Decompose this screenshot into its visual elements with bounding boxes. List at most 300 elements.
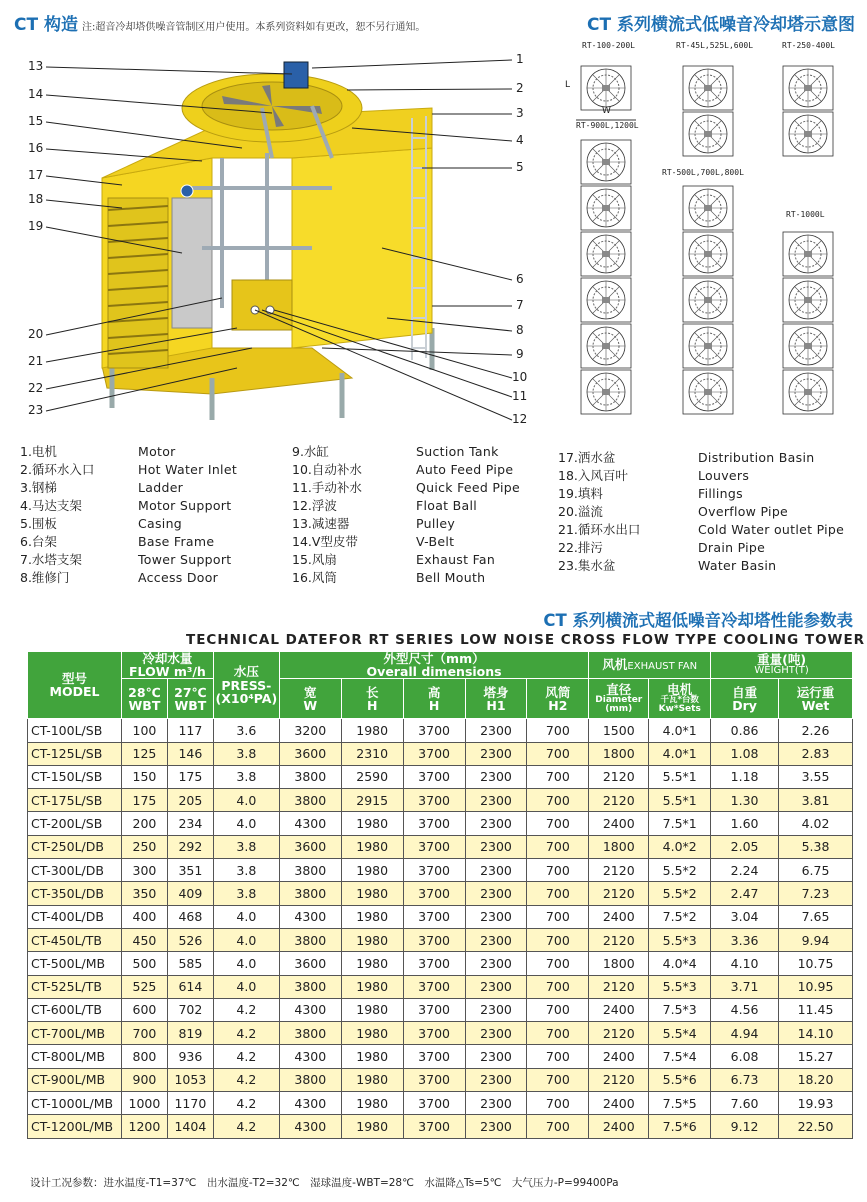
th-wet: 运行重 Wet: [779, 679, 853, 719]
table-cell: 1980: [341, 905, 403, 928]
design-conditions-footnote: 设计工况参数：进水温度-T1=37℃ 出水温度-T2=32℃ 湿球温度-WBT=28℃ 水温降△Ts=5℃ 大气压力-P=99400Pa: [30, 1177, 619, 1189]
table-cell: 3.04: [711, 905, 779, 928]
table-cell: 2310: [341, 742, 403, 765]
table-cell: 2120: [589, 882, 649, 905]
table-cell: 1000: [121, 1092, 167, 1115]
table-cell: 4.0: [213, 975, 279, 998]
table-cell: 2120: [589, 1068, 649, 1091]
table-cell: 4.94: [711, 1022, 779, 1045]
table-cell: 2300: [465, 859, 527, 882]
table-cell: 1800: [589, 952, 649, 975]
table-cell: 250: [121, 835, 167, 858]
table-cell: 3700: [403, 975, 465, 998]
table-cell: 4.2: [213, 1022, 279, 1045]
schem-dim-w: W: [602, 106, 611, 116]
table-cell: 5.5*3: [649, 975, 711, 998]
table-cell: 2400: [589, 1115, 649, 1138]
table-cell: 526: [167, 928, 213, 951]
table-cell: 702: [167, 998, 213, 1021]
table-cell: 7.60: [711, 1092, 779, 1115]
fillings-shape: [172, 198, 212, 328]
table-cell: 5.5*1: [649, 765, 711, 788]
table-cell: 2.83: [779, 742, 853, 765]
table-cell: 3700: [403, 1115, 465, 1138]
table-cell: 2120: [589, 1022, 649, 1045]
table-cell: 1980: [341, 1045, 403, 1068]
table-cell: 7.5*4: [649, 1045, 711, 1068]
callout-14: 14: [28, 87, 44, 101]
table-row: [28, 789, 853, 812]
table-cell: 3800: [279, 1022, 341, 1045]
table-cell: 3800: [279, 1068, 341, 1091]
table-row: [28, 952, 853, 975]
model-cell: CT-150L/SB: [28, 765, 122, 788]
table-cell: 4.0: [213, 812, 279, 835]
table-cell: 3600: [279, 952, 341, 975]
table-cell: 3700: [403, 719, 465, 742]
table-cell: 351: [167, 859, 213, 882]
th-dry: 自重 Dry: [711, 679, 779, 719]
table-cell: 4.0*2: [649, 835, 711, 858]
callout-19: 19: [28, 219, 44, 233]
schem-label-mid-mid: RT-500L,700L,800L: [662, 168, 744, 177]
table-cell: 7.5*1: [649, 812, 711, 835]
legend-item: 12.浮波 Float Ball: [292, 498, 478, 513]
table-cell: 600: [121, 998, 167, 1021]
table-cell: 500: [121, 952, 167, 975]
performance-title-en: TECHNICAL DATEFOR RT SERIES LOW NOISE CROSS FLOW TYPE COOLING TOWER: [186, 632, 866, 648]
table-cell: 800: [121, 1045, 167, 1068]
table-cell: 4300: [279, 1115, 341, 1138]
legend-item: 21.循环水出口 Cold Water outlet Pipe: [558, 522, 845, 537]
table-cell: 3700: [403, 952, 465, 975]
table-cell: 2590: [341, 765, 403, 788]
table-cell: 2.24: [711, 859, 779, 882]
table-cell: 2400: [589, 905, 649, 928]
table-cell: 3700: [403, 928, 465, 951]
table-cell: 4.10: [711, 952, 779, 975]
table-cell: 4.2: [213, 1115, 279, 1138]
legend-item: 11.手动补水 Quick Feed Pipe: [292, 480, 520, 495]
table-cell: 1980: [341, 719, 403, 742]
table-cell: 700: [527, 1045, 589, 1068]
table-row: [28, 1022, 853, 1045]
legend-item: 19.填料 Fillings: [558, 486, 743, 501]
callout-5: 5: [516, 160, 524, 174]
table-cell: 117: [167, 719, 213, 742]
table-cell: 700: [527, 998, 589, 1021]
table-row: [28, 835, 853, 858]
table-cell: 700: [527, 789, 589, 812]
legend-item: 10.自动补水 Auto Feed Pipe: [292, 462, 514, 477]
table-cell: 819: [167, 1022, 213, 1045]
table-cell: 4.0*4: [649, 952, 711, 975]
table-cell: 10.95: [779, 975, 853, 998]
callout-8: 8: [516, 323, 524, 337]
table-cell: 4.0*1: [649, 719, 711, 742]
model-cell: CT-200L/SB: [28, 812, 122, 835]
table-cell: 525: [121, 975, 167, 998]
table-row: [28, 882, 853, 905]
schematic-col-1: [576, 66, 636, 414]
callout-1: 1: [516, 52, 524, 66]
table-cell: 409: [167, 882, 213, 905]
table-cell: 11.45: [779, 998, 853, 1021]
table-cell: 5.5*3: [649, 928, 711, 951]
table-cell: 2400: [589, 1092, 649, 1115]
table-cell: 2300: [465, 1115, 527, 1138]
callout-2: 2: [516, 81, 524, 95]
model-cell: CT-500L/MB: [28, 952, 122, 975]
table-cell: 22.50: [779, 1115, 853, 1138]
table-cell: 700: [527, 882, 589, 905]
table-cell: 175: [167, 765, 213, 788]
table-cell: 18.20: [779, 1068, 853, 1091]
table-cell: 700: [527, 905, 589, 928]
table-cell: 3700: [403, 859, 465, 882]
callout-22: 22: [28, 381, 44, 395]
table-cell: 3700: [403, 789, 465, 812]
performance-title-cn: CT 系列横流式超低噪音冷却塔性能参数表: [543, 611, 853, 630]
table-cell: 125: [121, 742, 167, 765]
table-cell: 450: [121, 928, 167, 951]
table-cell: 6.08: [711, 1045, 779, 1068]
table-cell: 1.60: [711, 812, 779, 835]
legend-item: 17.洒水盆 Distribution Basin: [558, 450, 815, 465]
legend-item: 16.风筒 Bell Mouth: [292, 570, 486, 585]
legend-item: 3.钢梯 Ladder: [20, 480, 184, 495]
table-row: [28, 812, 853, 835]
th-h2: 风筒 H2: [527, 679, 589, 719]
table-cell: 3800: [279, 789, 341, 812]
table-cell: 2.47: [711, 882, 779, 905]
table-cell: 3700: [403, 905, 465, 928]
table-cell: 1980: [341, 835, 403, 858]
table-cell: 3700: [403, 742, 465, 765]
table-cell: 5.5*2: [649, 859, 711, 882]
table-cell: 3200: [279, 719, 341, 742]
th-model: 型号 MODEL: [28, 652, 122, 719]
legend-item: 22.排污 Drain Pipe: [558, 540, 766, 555]
model-cell: CT-250L/DB: [28, 835, 122, 858]
table-cell: 700: [527, 1068, 589, 1091]
table-cell: 3.8: [213, 765, 279, 788]
table-cell: 9.12: [711, 1115, 779, 1138]
table-cell: 1.30: [711, 789, 779, 812]
table-cell: 2300: [465, 1068, 527, 1091]
table-cell: 900: [121, 1068, 167, 1091]
table-cell: 7.23: [779, 882, 853, 905]
table-cell: 4300: [279, 1092, 341, 1115]
layout-schematic: [558, 40, 858, 430]
callout-11: 11: [512, 389, 528, 403]
table-cell: 5.5*1: [649, 789, 711, 812]
table-cell: 4300: [279, 812, 341, 835]
table-cell: 614: [167, 975, 213, 998]
model-cell: CT-600L/TB: [28, 998, 122, 1021]
th-wbt27: 27℃ WBT: [167, 679, 213, 719]
table-cell: 6.75: [779, 859, 853, 882]
callout-18: 18: [28, 192, 44, 206]
table-cell: 3700: [403, 1068, 465, 1091]
model-cell: CT-175L/SB: [28, 789, 122, 812]
table-cell: 292: [167, 835, 213, 858]
table-cell: 400: [121, 905, 167, 928]
table-cell: 2.26: [779, 719, 853, 742]
table-cell: 2400: [589, 812, 649, 835]
table-cell: 300: [121, 859, 167, 882]
table-cell: 3700: [403, 812, 465, 835]
table-cell: 5.5*6: [649, 1068, 711, 1091]
table-row: [28, 975, 853, 998]
callout-10: 10: [512, 370, 528, 384]
table-cell: 700: [527, 1022, 589, 1045]
legend-item: 4.马达支架 Motor Support: [20, 498, 232, 513]
table-cell: 2120: [589, 765, 649, 788]
table-cell: 3700: [403, 835, 465, 858]
table-cell: 3700: [403, 1022, 465, 1045]
table-cell: 1500: [589, 719, 649, 742]
table-cell: 2120: [589, 859, 649, 882]
callout-21: 21: [28, 354, 44, 368]
model-cell: CT-1200L/MB: [28, 1115, 122, 1138]
schem-label-top-left: RT-100-200L: [582, 41, 635, 50]
table-cell: 7.5*5: [649, 1092, 711, 1115]
schematic-col-2: [683, 66, 733, 414]
schem-label-top-mid: RT-45L,525L,600L: [676, 41, 754, 50]
table-cell: 700: [527, 952, 589, 975]
table-cell: 4.0: [213, 952, 279, 975]
table-cell: 7.65: [779, 905, 853, 928]
table-cell: 3.8: [213, 835, 279, 858]
table-cell: 7.5*6: [649, 1115, 711, 1138]
model-cell: CT-125L/SB: [28, 742, 122, 765]
table-cell: 3800: [279, 882, 341, 905]
table-row: [28, 1115, 853, 1138]
callout-4: 4: [516, 133, 524, 147]
table-cell: 0.86: [711, 719, 779, 742]
table-cell: 3800: [279, 975, 341, 998]
table-row: [28, 1092, 853, 1115]
table-cell: 3700: [403, 1045, 465, 1068]
table-cell: 2300: [465, 1092, 527, 1115]
table-cell: 5.5*4: [649, 1022, 711, 1045]
table-row: [28, 859, 853, 882]
table-cell: 100: [121, 719, 167, 742]
legend-item: 7.水塔支架 Tower Support: [20, 552, 232, 567]
legend-right: [558, 449, 844, 575]
table-cell: 3600: [279, 835, 341, 858]
table-cell: 1800: [589, 835, 649, 858]
table-cell: 700: [527, 765, 589, 788]
th-h1: 塔身 H1: [465, 679, 527, 719]
table-cell: 1980: [341, 1092, 403, 1115]
legend-item: 2.循环水入口 Hot Water Inlet: [20, 462, 238, 477]
table-cell: 4.2: [213, 1045, 279, 1068]
table-cell: 3.71: [711, 975, 779, 998]
table-cell: 3700: [403, 765, 465, 788]
table-row: [28, 928, 853, 951]
table-row: [28, 1045, 853, 1068]
table-cell: 3700: [403, 1092, 465, 1115]
model-cell: CT-900L/MB: [28, 1068, 122, 1091]
legend-left: [20, 443, 237, 587]
table-cell: 2400: [589, 1045, 649, 1068]
table-cell: 4.0*1: [649, 742, 711, 765]
model-cell: CT-400L/DB: [28, 905, 122, 928]
table-cell: 200: [121, 812, 167, 835]
hot-water-inlet-shape: [181, 185, 193, 197]
legend-item: 15.风扇 Exhaust Fan: [292, 552, 496, 567]
structure-title: CT 构造 注:超音冷却塔供噪音管制区用户使用。本系列资料如有更改，恕不另行通知。: [14, 15, 426, 35]
legend-item: 8.维修门 Access Door: [20, 570, 219, 585]
table-cell: 1980: [341, 998, 403, 1021]
louvers-shape: [108, 198, 168, 368]
table-cell: 1.18: [711, 765, 779, 788]
table-cell: 585: [167, 952, 213, 975]
callout-13: 13: [28, 59, 44, 73]
model-cell: CT-700L/MB: [28, 1022, 122, 1045]
performance-table: [27, 651, 853, 1139]
table-cell: 5.38: [779, 835, 853, 858]
table-cell: 1980: [341, 975, 403, 998]
model-cell: CT-1000L/MB: [28, 1092, 122, 1115]
table-cell: 3700: [403, 882, 465, 905]
table-cell: 4300: [279, 1045, 341, 1068]
table-cell: 468: [167, 905, 213, 928]
th-wbt28: 28℃ WBT: [121, 679, 167, 719]
table-cell: 3800: [279, 859, 341, 882]
legend-item: 1.电机 Motor: [20, 444, 176, 459]
th-weight: 重量(吨) WEIGHT(T): [711, 652, 853, 679]
table-cell: 4.2: [213, 998, 279, 1021]
table-cell: 2300: [465, 742, 527, 765]
table-cell: 2300: [465, 789, 527, 812]
legend-item: 9.水缸 Suction Tank: [292, 444, 499, 459]
callout-6: 6: [516, 272, 524, 286]
callout-12: 12: [512, 412, 528, 426]
model-cell: CT-800L/MB: [28, 1045, 122, 1068]
callout-20: 20: [28, 327, 44, 341]
table-cell: 4300: [279, 905, 341, 928]
legend-item: 20.溢流 Overflow Pipe: [558, 504, 789, 519]
table-cell: 4.0: [213, 905, 279, 928]
table-cell: 1.08: [711, 742, 779, 765]
table-cell: 7.5*3: [649, 998, 711, 1021]
table-cell: 1980: [341, 1022, 403, 1045]
table-cell: 1800: [589, 742, 649, 765]
schem-label-top-right: RT-250-400L: [782, 41, 835, 50]
table-cell: 700: [527, 1115, 589, 1138]
callout-9: 9: [516, 347, 524, 361]
table-cell: 4.0: [213, 789, 279, 812]
table-cell: 2300: [465, 1045, 527, 1068]
table-row: [28, 905, 853, 928]
callout-16: 16: [28, 141, 44, 155]
table-cell: 936: [167, 1045, 213, 1068]
th-h: 高 H: [403, 679, 465, 719]
table-cell: 700: [527, 742, 589, 765]
table-cell: 4.2: [213, 1068, 279, 1091]
table-cell: 2300: [465, 998, 527, 1021]
table-cell: 14.10: [779, 1022, 853, 1045]
table-cell: 2300: [465, 928, 527, 951]
th-flow: 冷却水量 FLOW m³/h: [121, 652, 213, 679]
schematic-title: CT 系列横流式低噪音冷却塔示意图: [587, 15, 855, 35]
table-cell: 700: [527, 928, 589, 951]
table-row: [28, 998, 853, 1021]
callout-15: 15: [28, 114, 44, 128]
table-cell: 3.6: [213, 719, 279, 742]
legend-item: 13.减速器 Pulley: [292, 516, 456, 531]
table-cell: 9.94: [779, 928, 853, 951]
model-cell: CT-300L/DB: [28, 859, 122, 882]
table-cell: 3800: [279, 765, 341, 788]
model-cell: CT-350L/DB: [28, 882, 122, 905]
table-cell: 3.81: [779, 789, 853, 812]
table-cell: 6.73: [711, 1068, 779, 1091]
table-cell: 3.36: [711, 928, 779, 951]
table-cell: 700: [527, 812, 589, 835]
table-cell: 2300: [465, 905, 527, 928]
structure-note: 注:超音冷却塔供噪音管制区用户使用。本系列资料如有更改，恕不另行通知。: [82, 22, 426, 33]
table-cell: 350: [121, 882, 167, 905]
schem-label-mid-left: RT-900L,1200L: [576, 121, 639, 130]
table-cell: 4.56: [711, 998, 779, 1021]
legend-item: 23.集水盆 Water Basin: [558, 558, 777, 573]
table-cell: 3.8: [213, 859, 279, 882]
table-cell: 10.75: [779, 952, 853, 975]
legend-item: 14.V型皮带 V-Belt: [292, 534, 455, 549]
table-row: [28, 765, 853, 788]
callout-7: 7: [516, 298, 524, 312]
callout-3: 3: [516, 106, 524, 120]
table-cell: 19.93: [779, 1092, 853, 1115]
table-cell: 3.8: [213, 742, 279, 765]
th-l: 长 H: [341, 679, 403, 719]
table-cell: 7.5*2: [649, 905, 711, 928]
table-cell: 700: [527, 975, 589, 998]
legend-mid: [292, 443, 520, 587]
table-row: [28, 742, 853, 765]
table-cell: 1404: [167, 1115, 213, 1138]
table-cell: 1980: [341, 812, 403, 835]
table-cell: 2300: [465, 765, 527, 788]
table-cell: 1980: [341, 1115, 403, 1138]
table-cell: 4300: [279, 998, 341, 1021]
table-cell: 2915: [341, 789, 403, 812]
th-fan: 风机EXHAUST FAN: [589, 652, 711, 679]
table-cell: 1980: [341, 882, 403, 905]
table-row: [28, 1068, 853, 1091]
table-cell: 3700: [403, 998, 465, 1021]
table-cell: 2300: [465, 975, 527, 998]
table-cell: 700: [527, 835, 589, 858]
table-cell: 175: [121, 789, 167, 812]
table-cell: 700: [527, 1092, 589, 1115]
table-cell: 2120: [589, 928, 649, 951]
table-cell: 2.05: [711, 835, 779, 858]
table-cell: 3800: [279, 928, 341, 951]
th-dimensions: 外型尺寸（mm） Overall dimensions: [279, 652, 588, 679]
table-cell: 2300: [465, 835, 527, 858]
table-cell: 700: [527, 719, 589, 742]
legend-item: 5.围板 Casing: [20, 516, 183, 531]
table-cell: 1053: [167, 1068, 213, 1091]
table-cell: 2120: [589, 789, 649, 812]
schem-dim-l: L: [565, 80, 571, 90]
table-cell: 2300: [465, 882, 527, 905]
